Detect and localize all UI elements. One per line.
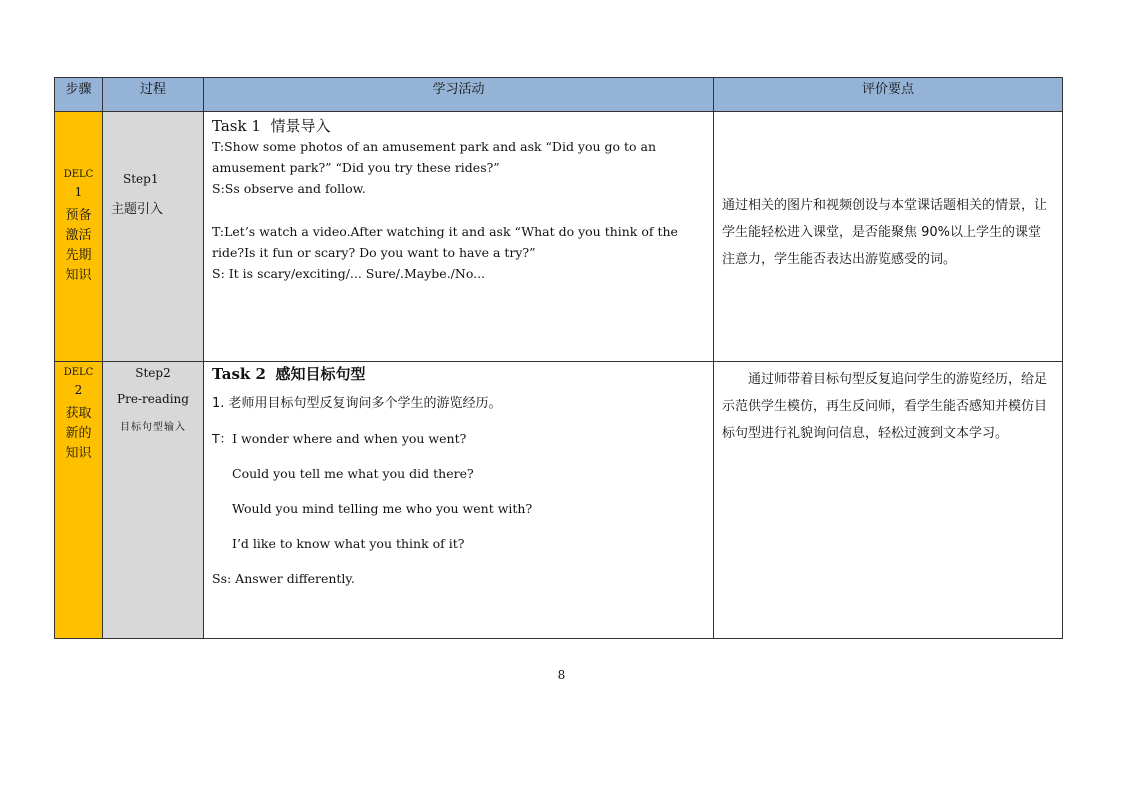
header-activity: 学习活动 [204, 78, 714, 112]
task-number: Task 1 [212, 117, 261, 135]
process-phase: Pre-reading [117, 392, 189, 406]
question-1: I wonder where and when you went? [232, 431, 467, 446]
step-cell [55, 112, 103, 362]
activity-cell [204, 362, 714, 639]
task-title [212, 362, 705, 386]
activity-line: T:Let’s watch a video.After watching it and ask “What do you think of the ride?Is it fun or scary? Do you want to have a try?” [212, 224, 678, 260]
question-3: Would you mind telling me who you went with? [232, 501, 533, 516]
page-number: 8 [557, 668, 566, 682]
process-label: 目标句型输入 [120, 422, 186, 433]
task-name: 情景导入 [270, 117, 331, 135]
step-label: 获取 [65, 406, 92, 421]
activity-line: S: It is scary/exciting/... Sure/.Maybe./No... [212, 266, 486, 281]
step-label: 新的 [65, 426, 92, 441]
step-label: 激活 [65, 228, 92, 243]
header-evaluation: 评价要点 [714, 78, 1063, 112]
lesson-plan-table [54, 77, 1063, 639]
table-row [55, 112, 1063, 362]
header-step: 步骤 [55, 78, 103, 112]
question-2: Could you tell me what you did there? [232, 466, 474, 481]
student-response: Ss: Answer differently. [212, 571, 355, 586]
evaluation-cell [714, 112, 1063, 362]
activity-line: T:Show some photos of an amusement park and ask “Did you go to an amusement park?” “Did you try these rides?” [212, 139, 657, 175]
process-label: 主题引入 [111, 202, 164, 217]
task-title [212, 116, 705, 136]
process-cell [103, 362, 204, 639]
process-step: Step2 [135, 366, 171, 380]
header-row [55, 78, 1063, 112]
process-cell [103, 112, 204, 362]
step-label: 预备 [65, 208, 92, 223]
evaluation-cell [714, 362, 1063, 639]
evaluation-text: 通过相关的图片和视频创设与本堂课话题相关的情景，让学生能轻松进入课堂，是否能聚焦 90%以上学生的课堂注意力，学生能否表达出游览感受的词。 [722, 198, 1048, 267]
activity-line: S:Ss observe and follow. [212, 181, 366, 196]
evaluation-text: 通过师带着目标句型反复追问学生的游览经历，给足示范供学生模仿，再生反问师，看学生能否感知并模仿目标句型进行礼貌询问信息，轻松过渡到文本学习。 [722, 372, 1048, 441]
activity-line: 1. 老师用目标句型反复询问多个学生的游览经历。 [212, 396, 502, 411]
step-code: DELC [63, 169, 94, 180]
step-cell [55, 362, 103, 639]
task-name: 感知目标句型 [275, 365, 366, 383]
question-4: I’d like to know what you think of it? [232, 536, 465, 551]
step-label: 先期 [65, 248, 92, 263]
header-process: 过程 [103, 78, 204, 112]
task-number: Task 2 [212, 365, 266, 383]
step-label: 知识 [65, 268, 92, 283]
table-row [55, 362, 1063, 639]
activity-line [212, 421, 705, 456]
process-step: Step1 [123, 172, 159, 186]
step-code: DELC [63, 367, 94, 378]
step-label: 知识 [65, 446, 92, 461]
step-number: 1 [74, 185, 83, 199]
teacher-prefix: T： [212, 431, 233, 446]
activity-cell [204, 112, 714, 362]
step-number: 2 [74, 383, 83, 397]
